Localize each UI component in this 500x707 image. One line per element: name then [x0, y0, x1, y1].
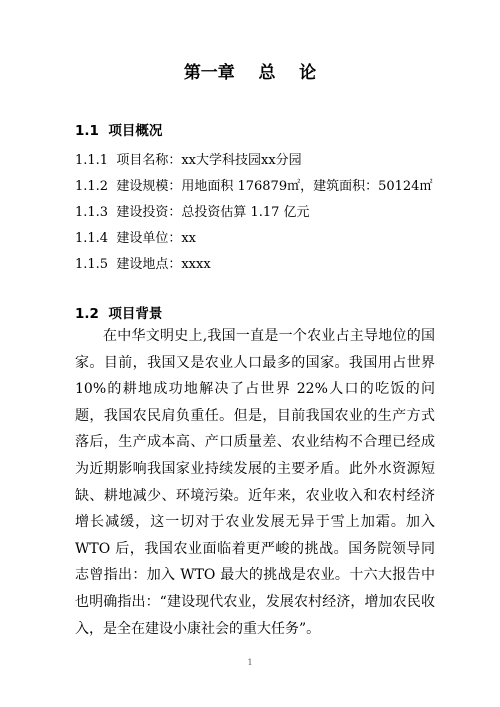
item-construction-site: 1.1.5 建设地点：xxxx	[75, 257, 211, 272]
section-heading-overview: 1.1 项目概况	[75, 123, 163, 139]
item-construction-scale: 1.1.2 建设规模：用地面积 176879㎡，建筑面积：50124㎡	[75, 179, 433, 194]
section-heading-background: 1.2 项目背景	[75, 306, 163, 322]
page-number: 1	[247, 658, 253, 667]
item-investment: 1.1.3 建设投资：总投资估算 1.17 亿元	[75, 205, 310, 220]
background-paragraph: 在中华文明史上,我国一直是一个农业占主导地位的国家。目前，我国又是农业人口最多的国家。我国用占世界 10%的耕地成功地解决了占世界 22%人口的吃饭的问题，我国农民肩负重任。但是，目前我国农业的生产方式落后，生产成本高、产口质量差、农业结构不合理已经成为近期影响我国家业持续发展的主要矛盾。此外水资源短缺、耕地减少、环境污染。近年来，农业收入和农村经济增长减缓，这一切对于农业发展无异于雪上加霜。加入 WTO 后，我国农业面临着更严峻的挑战。国务院领导同志曾指出：加入 WTO 最大的挑战是农业。十六大报告中也明确指出：“建设现代农业，发展农村经济，增加农民收入，是全在建设小康社会的重大任务”。	[75, 328, 435, 637]
chapter-title: 第一章 总 论	[183, 63, 317, 83]
item-project-name: 1.1.1 项目名称：xx大学科技园xx分园	[75, 153, 302, 168]
item-construction-unit: 1.1.4 建设单位：xx	[75, 231, 197, 246]
